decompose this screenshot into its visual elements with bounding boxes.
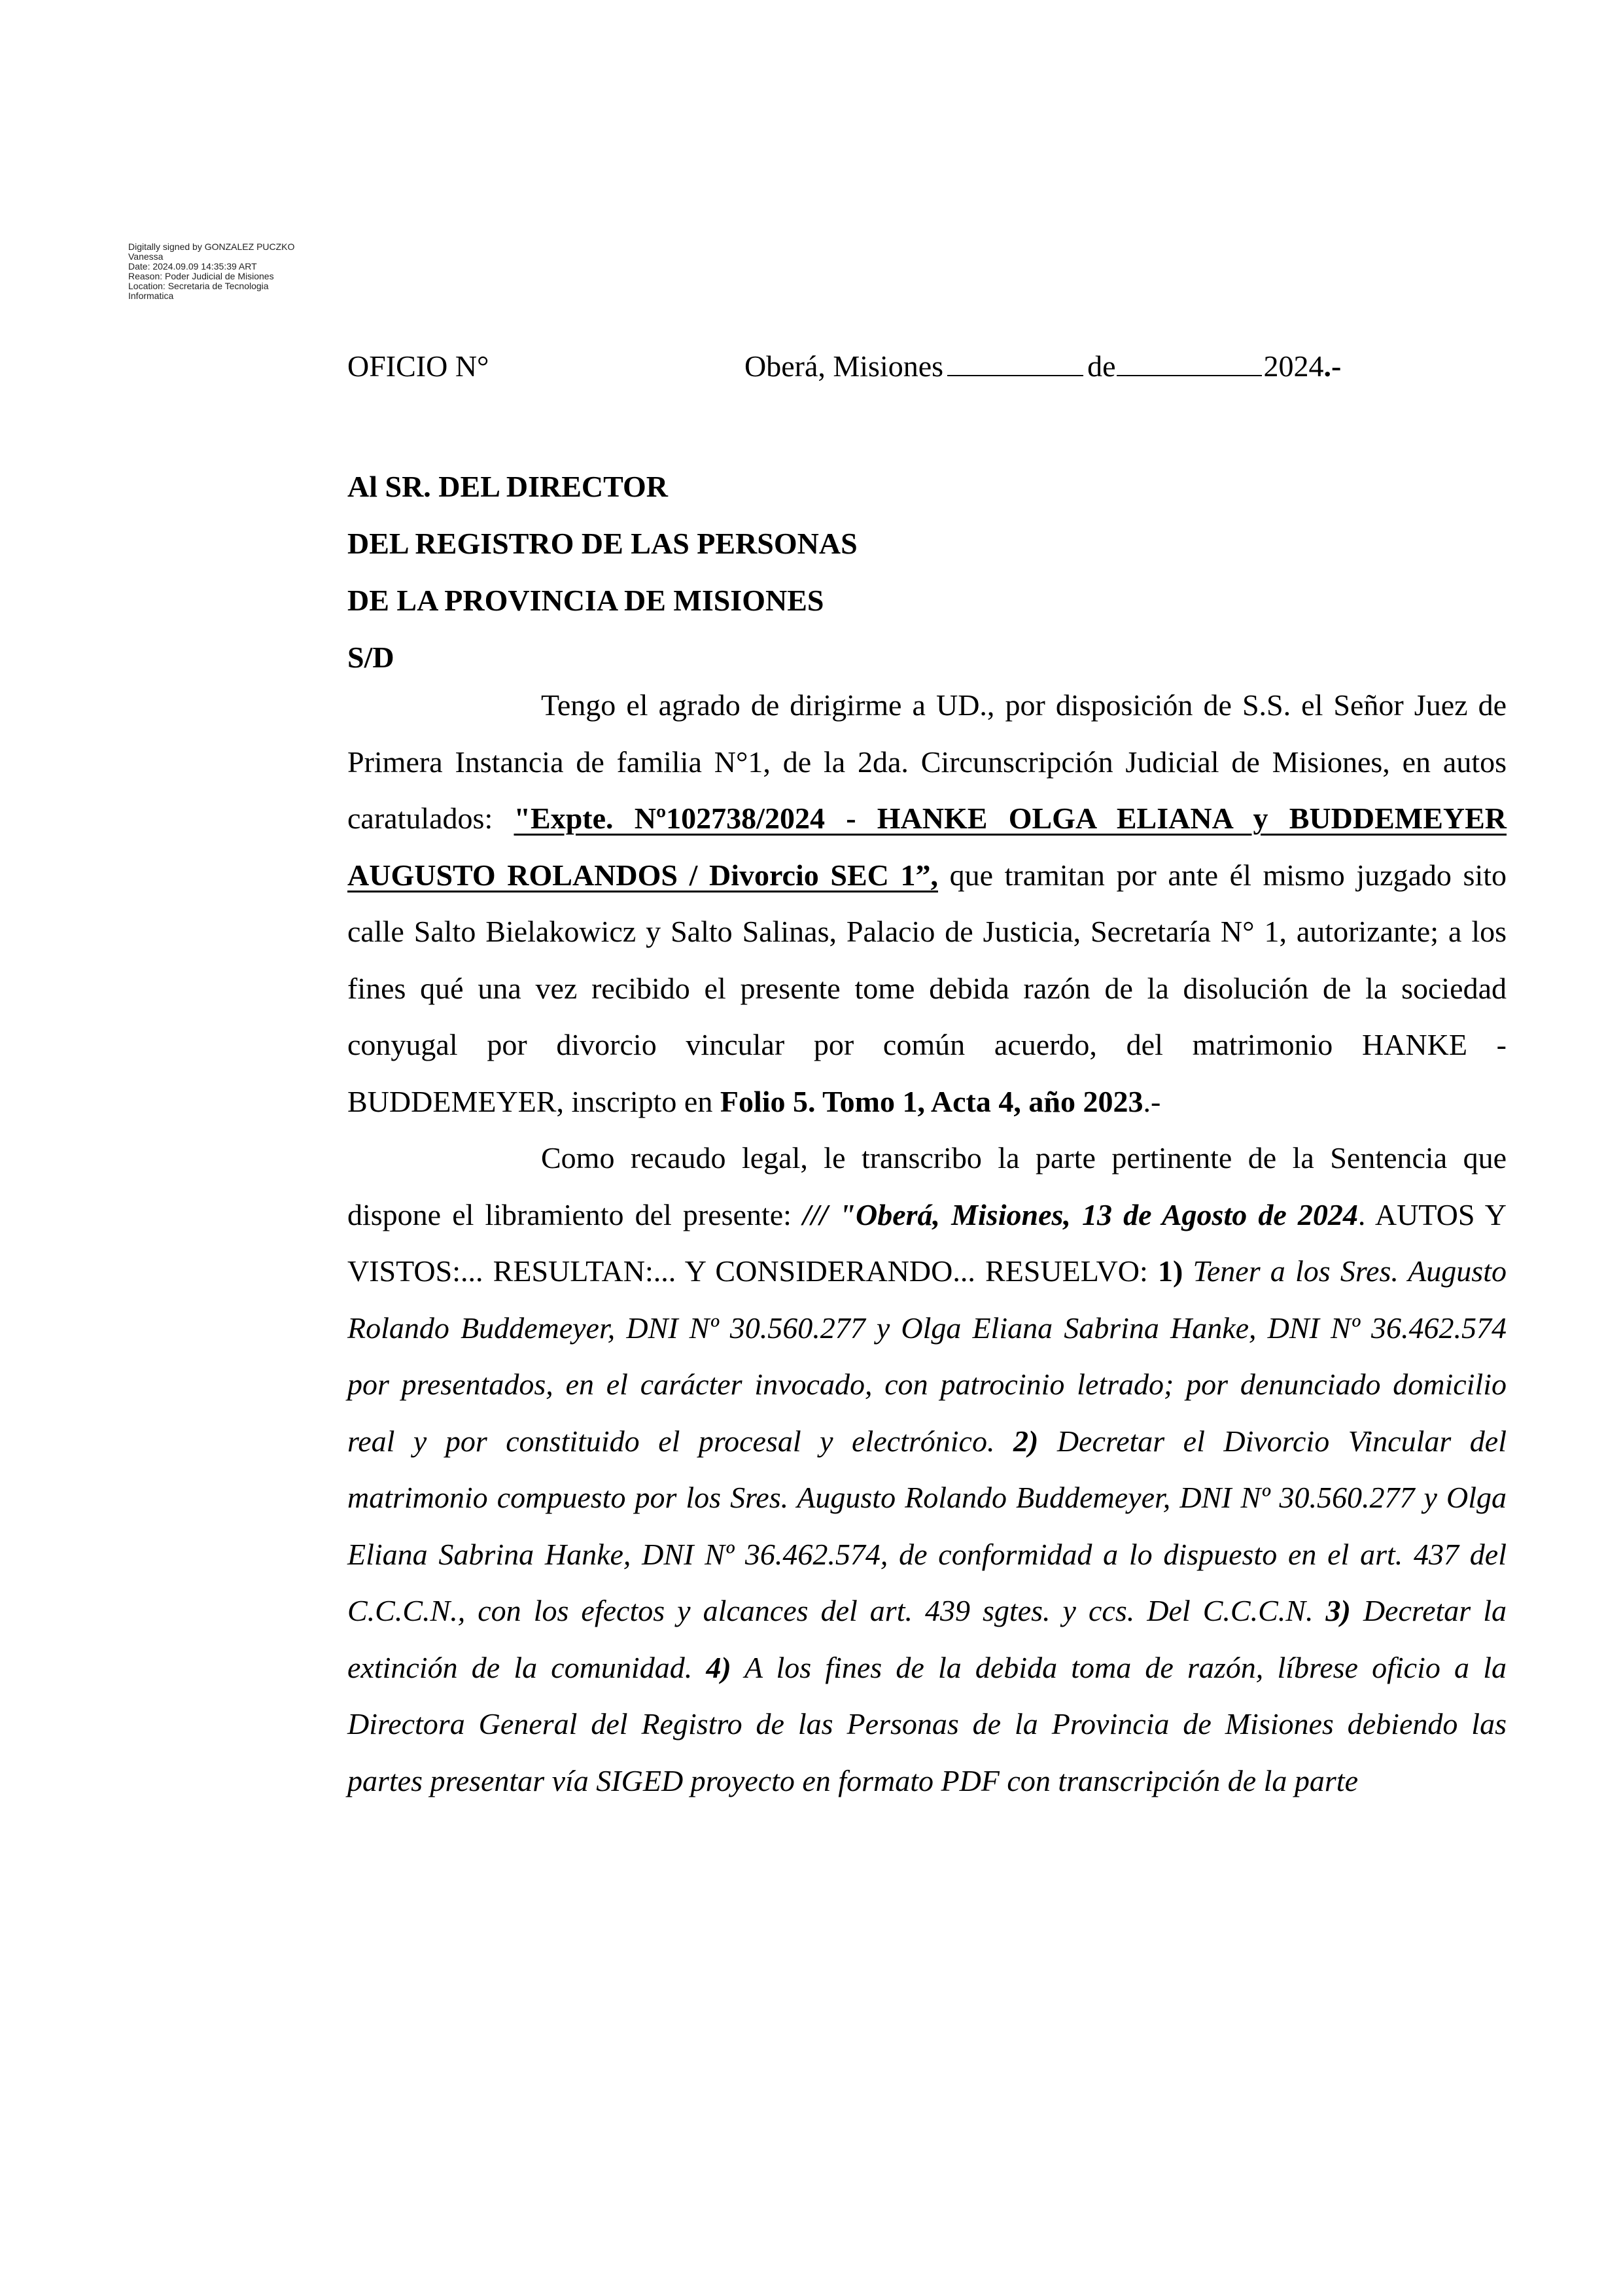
date-connector: de: [1087, 349, 1116, 383]
day-blank-line: [947, 347, 1083, 376]
sentence-date: /// "Oberá, Misiones, 13 de Agosto de 2024: [803, 1197, 1358, 1231]
signature-line: Digitally signed by GONZALEZ PUCZKO: [128, 241, 295, 252]
addressee-block: [347, 458, 1505, 686]
addressee-sd: S/D: [347, 641, 394, 674]
letter-body: [347, 677, 1507, 1809]
signature-location: Location: Secretaria de Tecnologia: [128, 281, 269, 291]
month-blank-line: [1117, 347, 1262, 376]
case-title: "Expte. Nº102738/2024 - HANKE OLGA ELIANA y BUDDEMEYER AUGUSTO ROLANDOS / Divorcio SEC 1”,: [347, 802, 1507, 892]
item-number: 3): [1325, 1594, 1351, 1627]
item-number: 4): [706, 1650, 731, 1684]
oficio-number-label: OFICIO N°: [347, 349, 489, 383]
signature-line: Informatica: [128, 291, 174, 301]
place-and-date: [744, 347, 1341, 386]
place: Oberá, Misiones: [744, 349, 944, 383]
item-number: 1): [1157, 1254, 1183, 1288]
signature-date: Date: 2024.09.09 14:35:39 ART: [128, 261, 257, 272]
year-suffix: .-: [1323, 349, 1342, 383]
year: 2024: [1263, 349, 1324, 383]
registry-reference: Folio 5. Tomo 1, Acta 4, año 2023: [720, 1084, 1143, 1118]
addressee-line: DEL REGISTRO DE LAS PERSONAS: [347, 527, 858, 560]
addressee-line: Al SR. DEL DIRECTOR: [347, 470, 668, 503]
paragraph-request: Tengo el agrado de dirigirme a UD., por disposición de S.S. el Señor Juez de Primera Instancia de familia N°1, de la 2da. Circunscripción Judicial de Misiones, en autos caratulados: "Expte. Nº102738/2024 - HANKE OLGA ELIANA y BUDDEMEYER AUGUSTO ROLANDOS / Divorcio SEC 1”, que tramitan por ante él mismo juzgado sito calle Salto Bielakowicz y Salto Salinas, Palacio de Justicia, Secretaría N° 1, autorizante; a los fines qué una vez recibido el presente tome debida razón de la disolución de la sociedad conyugal por divorcio vincular por común acuerdo, del matrimonio HANKE - BUDDEMEYER, inscripto en Folio 5. Tomo 1, Acta 4, año 2023.-: [347, 688, 1507, 1118]
document-header: [347, 347, 1505, 386]
paragraph-sentence: Como recaudo legal, le transcribo la parte pertinente de la Sentencia que dispone el libramiento del presente: /// "Oberá, Misiones, 13 de Agosto de 2024. AUTOS Y VISTOS:... RESULTAN:... Y CONSIDERANDO... RESUELVO: 1) Tener a los Sres. Augusto Rolando Buddemeyer, DNI Nº 30.560.277 y Olga Eliana Sabrina Hanke, DNI Nº 36.462.574 por presentados, en el carácter invocado, con patrocinio letrado; por denunciado domicilio real y por constituido el procesal y electrónico. 2) Decretar el Divorcio Vincular del matrimonio compuesto por los Sres. Augusto Rolando Buddemeyer, DNI Nº 30.560.277 y Olga Eliana Sabrina Hanke, DNI Nº 36.462.574, de conformidad a lo dispuesto en el art. 437 del C.C.C.N., con los efectos y alcances del art. 439 sgtes. y ccs. Del C.C.C.N. 3) Decretar la extinción de la comunidad. 4) A los fines de la debida toma de razón, líbrese oficio a la Directora General del Registro de las Personas de la Provincia de Misiones debiendo las partes presentar vía SIGED proyecto en formato PDF con transcripción de la parte: [347, 1141, 1507, 1797]
signature-line: Vanessa: [128, 251, 164, 262]
addressee-line: DE LA PROVINCIA DE MISIONES: [347, 584, 824, 617]
signature-reason: Reason: Poder Judicial de Misiones: [128, 271, 274, 281]
item-number: 2): [1013, 1424, 1039, 1458]
digital-signature-stamp: [128, 242, 338, 301]
